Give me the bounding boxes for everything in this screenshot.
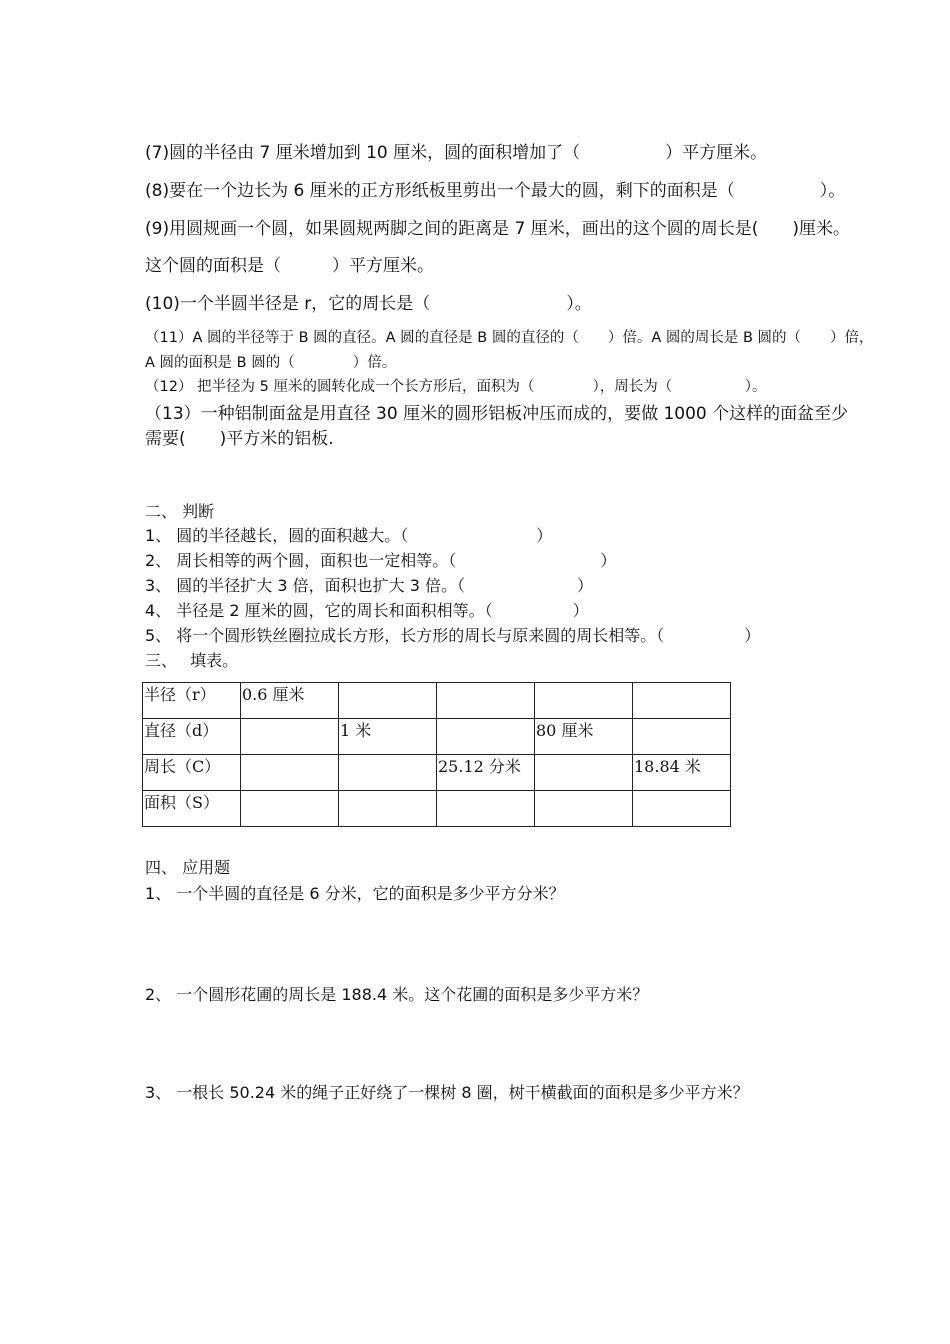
table-cell: 面积（S） xyxy=(143,791,241,827)
table-cell: 18.84 米 xyxy=(633,755,731,791)
judge-item-3: 3、 圆的半径扩大 3 倍，面积也扩大 3 倍。（ ） xyxy=(145,576,593,595)
question-13-line-2: 需要( )平方米的铝板. xyxy=(145,429,334,449)
judge-item-5: 5、 将一个圆形铁丝圈拉成长方形，长方形的周长与原来圆的周长相等。（ ） xyxy=(145,626,761,645)
table-cell xyxy=(339,755,437,791)
table-cell: 25.12 分米 xyxy=(437,755,535,791)
question-9-line-2: 这个圆的面积是（ ）平方厘米。 xyxy=(145,256,434,276)
judge-heading: 二、 判断 xyxy=(145,502,215,521)
table-row xyxy=(143,683,731,719)
question-13-line-1: （13）一种铝制面盆是用直径 30 厘米的圆形铝板冲压而成的，要做 1000 个这样的面盆至少 xyxy=(145,404,849,424)
judge-item-1: 1、 圆的半径越长，圆的面积越大。（ ） xyxy=(145,526,553,545)
question-12: （12） 把半径为 5 厘米的圆转化成一个长方形后，面积为（ ），周长为（ ）。 xyxy=(145,379,767,395)
fill-table xyxy=(142,682,731,827)
table-cell xyxy=(437,719,535,755)
table-cell xyxy=(633,791,731,827)
judge-item-4: 4、 半径是 2 厘米的圆，它的周长和面积相等。（ ） xyxy=(145,601,589,620)
table-cell: 半径（r） xyxy=(143,683,241,719)
judge-item-2: 2、 周长相等的两个圆，面积也一定相等。（ ） xyxy=(145,551,617,570)
table-cell: 周长（C） xyxy=(143,755,241,791)
question-11-line-2: A 圆的面积是 B 圆的（ ）倍。 xyxy=(145,355,397,371)
table-row xyxy=(143,719,731,755)
question-9-line-1: (9)用圆规画一个圆，如果圆规两脚之间的距离是 7 厘米，画出的这个圆的周长是( )厘米。 xyxy=(145,219,850,239)
table-cell xyxy=(437,683,535,719)
apply-heading: 四、 应用题 xyxy=(145,858,231,877)
table-cell xyxy=(437,791,535,827)
table-row xyxy=(143,791,731,827)
table-cell xyxy=(241,791,339,827)
question-8: (8)要在一个边长为 6 厘米的正方形纸板里剪出一个最大的圆，剩下的面积是（ ）。 xyxy=(145,181,846,201)
table-heading: 三、 填表。 xyxy=(145,651,239,670)
table-cell xyxy=(241,755,339,791)
table-cell xyxy=(633,719,731,755)
table-cell xyxy=(535,755,633,791)
apply-question-2: 2、 一个圆形花圃的周长是 188.4 米。这个花圃的面积是多少平方米？ xyxy=(145,985,649,1004)
question-7: (7)圆的半径由 7 厘米增加到 10 厘米，圆的面积增加了（ ）平方厘米。 xyxy=(145,143,768,163)
table-row xyxy=(143,755,731,791)
table-cell: 直径（d） xyxy=(143,719,241,755)
table-cell xyxy=(535,683,633,719)
apply-question-1: 1、 一个半圆的直径是 6 分米，它的面积是多少平方分米？ xyxy=(145,884,565,903)
question-11-line-1: （11）A 圆的半径等于 B 圆的直径。A 圆的直径是 B 圆的直径的（ ）倍。A 圆的周长是 B 圆的（ ）倍， xyxy=(145,330,874,346)
table-cell: 0.6 厘米 xyxy=(241,683,339,719)
table-cell: 80 厘米 xyxy=(535,719,633,755)
table-cell: 1 米 xyxy=(339,719,437,755)
apply-question-3: 3、 一根长 50.24 米的绳子正好绕了一棵树 8 圈，树干横截面的面积是多少平方米？ xyxy=(145,1083,749,1102)
table-cell xyxy=(241,719,339,755)
table-cell xyxy=(339,791,437,827)
table-cell xyxy=(339,683,437,719)
table-cell xyxy=(633,683,731,719)
table-cell xyxy=(535,791,633,827)
question-10: (10)一个半圆半径是 r，它的周长是（ ）。 xyxy=(145,294,592,314)
